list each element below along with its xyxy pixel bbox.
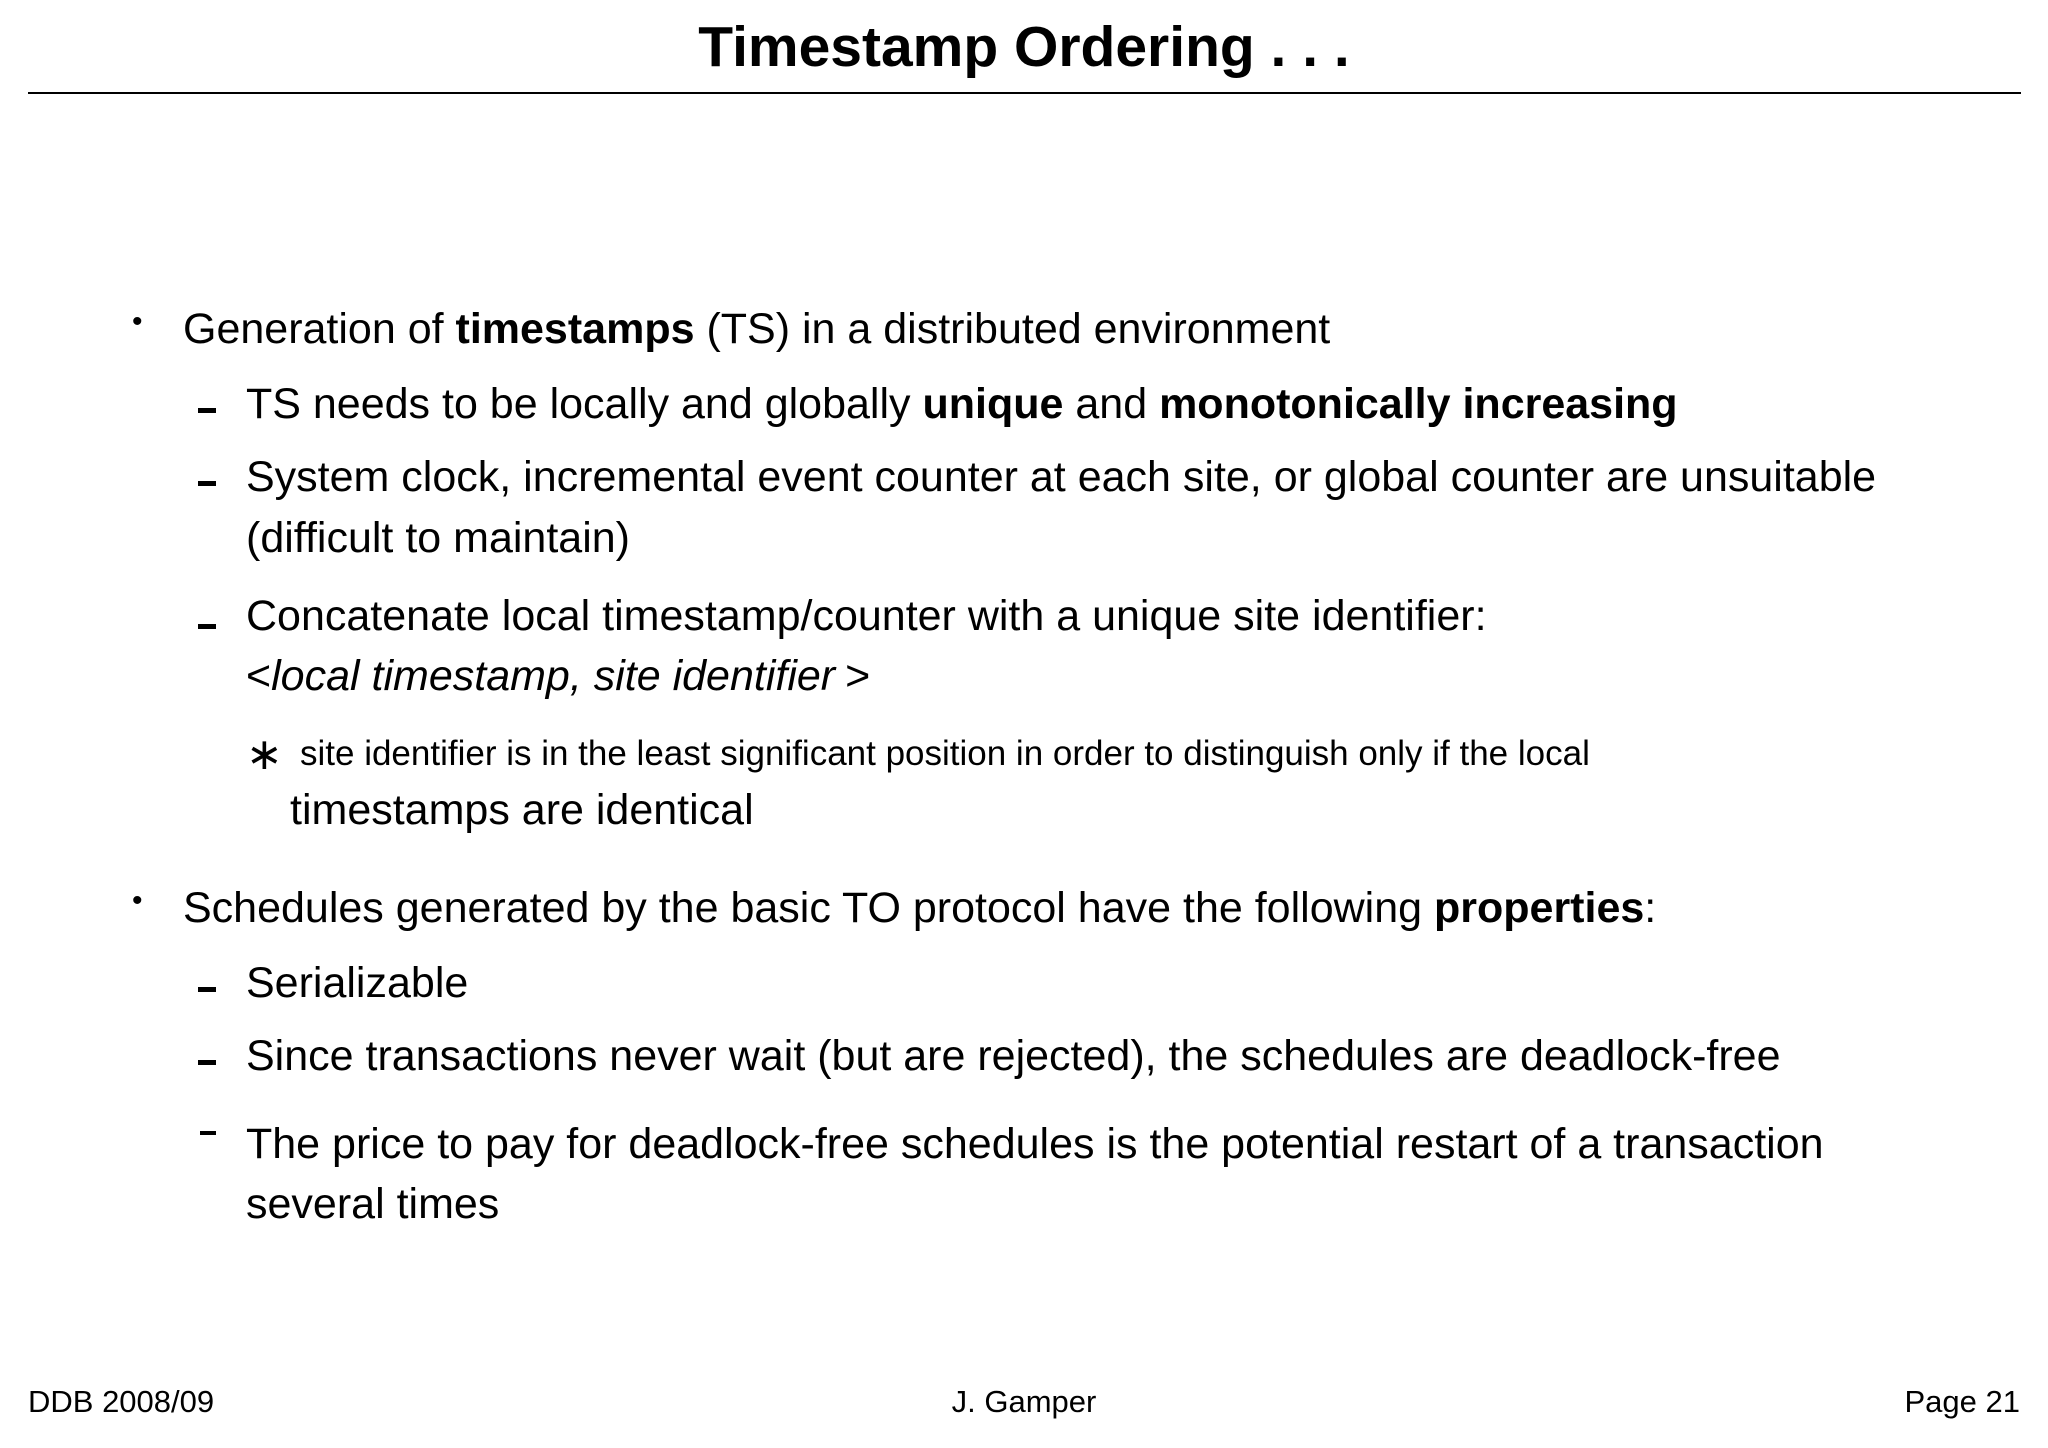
subitem-price-line1: The price to pay for deadlock-free schedules is the potential restart of a transaction — [246, 1120, 1824, 1168]
bold-term: monotonically increasing — [1159, 380, 1678, 428]
subitem-unique — [246, 378, 1678, 430]
subitem-serializable: Serializable — [246, 959, 469, 1007]
bullet-schedules-properties — [183, 882, 1656, 934]
footer-course: DDB 2008/09 — [28, 1384, 215, 1419]
footer-page-number: Page 21 — [1904, 1384, 2020, 1419]
bullet-text: Schedules generated by the basic TO protocol have the following — [183, 884, 1434, 932]
note-line1: site identifier is in the least significant position in order to distinguish only if the local — [300, 734, 1590, 773]
bold-term: timestamps — [455, 305, 695, 353]
bullet-text: (TS) in a distributed environment — [694, 305, 1331, 353]
italic-term: local timestamp, site identifier — [271, 652, 836, 700]
subitem-clock-line1: System clock, incremental event counter at each site, or global counter are unsuitable — [246, 453, 1877, 501]
bold-term: unique — [922, 380, 1064, 428]
dash-icon — [200, 1131, 216, 1135]
bullet-generation-of-timestamps — [183, 303, 1330, 355]
subitem-deadlock-free: Since transactions never wait (but are rejected), the schedules are deadlock-free — [246, 1032, 1781, 1080]
bullet-dot-icon: • — [132, 884, 143, 917]
bullet-dot-icon: • — [132, 305, 143, 338]
asterisk-icon: ∗ — [246, 729, 283, 780]
subitem-text: and — [1063, 380, 1160, 428]
dash-icon — [198, 481, 216, 486]
bullet-text: Generation of — [183, 305, 456, 353]
dash-icon — [198, 1060, 216, 1065]
dash-icon — [198, 408, 216, 413]
greater-than-symbol: > — [845, 652, 871, 700]
subitem-clock-line2: (difficult to maintain) — [246, 514, 630, 562]
title-divider — [28, 92, 2021, 94]
bullet-text: : — [1644, 884, 1657, 932]
dash-icon — [198, 987, 216, 992]
less-than-symbol: < — [246, 652, 272, 700]
dash-icon — [198, 624, 216, 629]
subitem-concat-line1: Concatenate local timestamp/counter with a unique site identifier: — [246, 592, 1487, 640]
subitem-concat-line2 — [246, 650, 870, 702]
footer-author: J. Gamper — [951, 1384, 1097, 1419]
slide-title: Timestamp Ordering . . . — [698, 15, 1350, 79]
subitem-text: TS needs to be locally and globally — [246, 380, 923, 428]
subitem-price-line2: several times — [246, 1180, 500, 1228]
bold-term: properties — [1434, 884, 1645, 932]
note-line2: timestamps are identical — [290, 786, 754, 834]
